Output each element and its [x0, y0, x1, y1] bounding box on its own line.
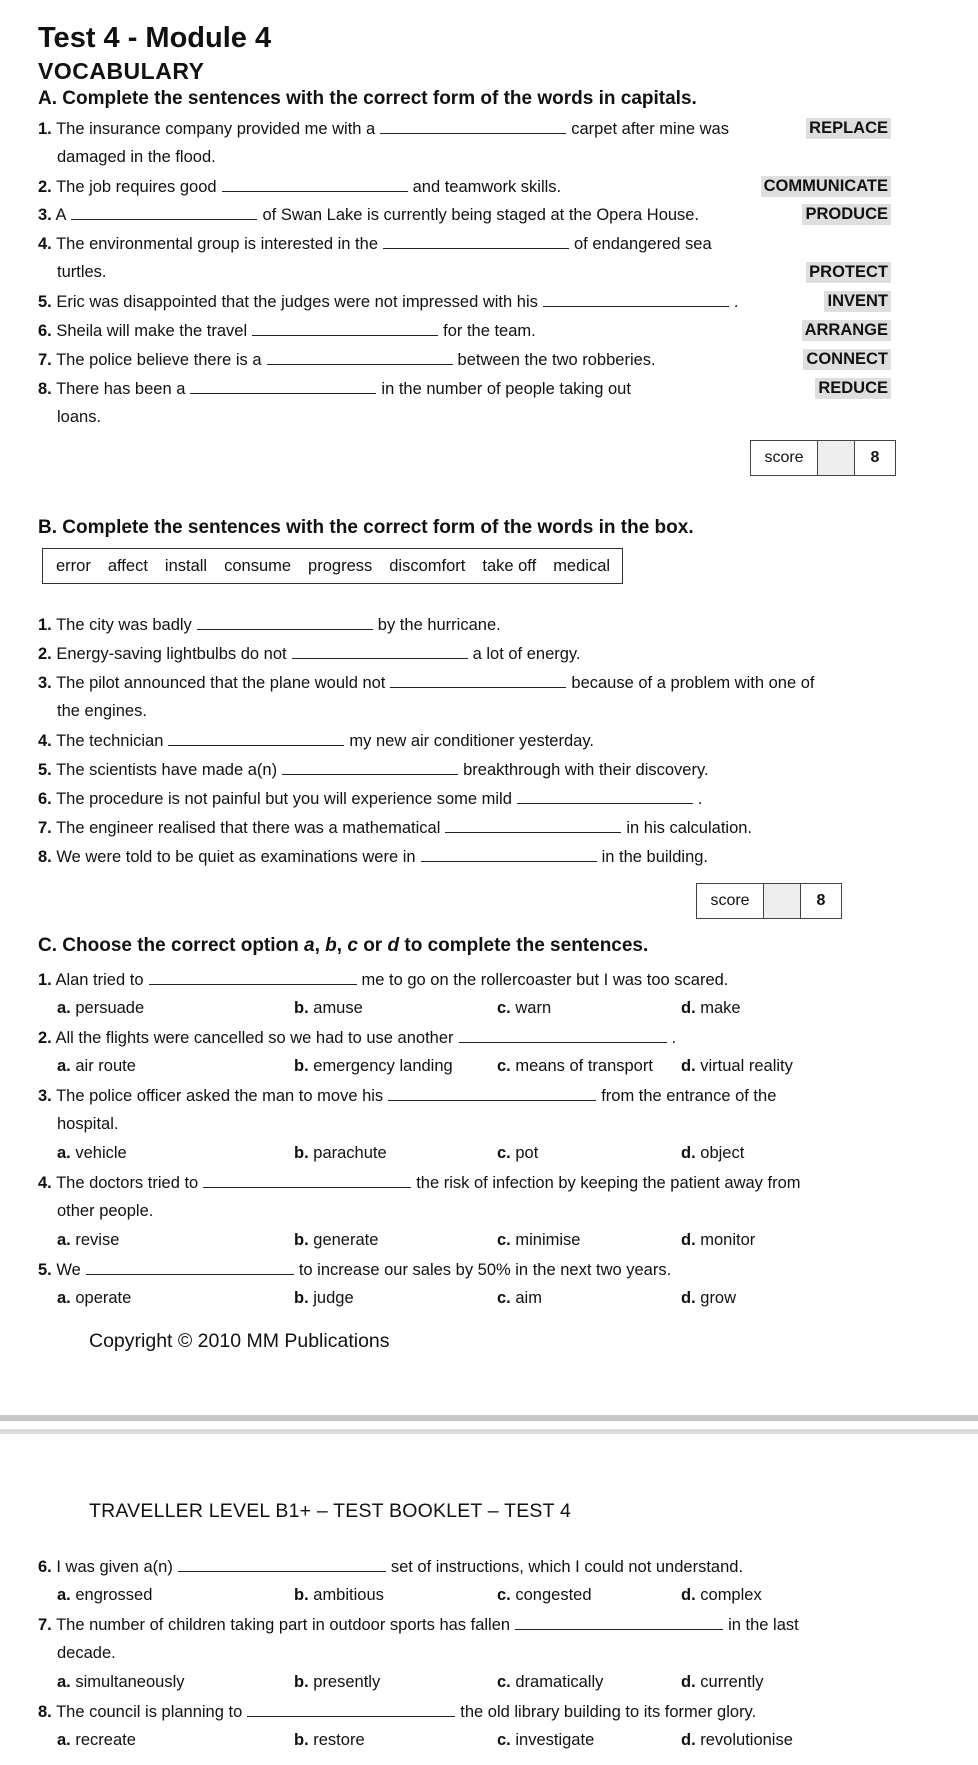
score-input[interactable] — [764, 884, 801, 918]
answer-blank[interactable] — [178, 1557, 386, 1572]
option-d[interactable]: d. revolutionise — [681, 1731, 793, 1749]
option-b[interactable]: b. amuse — [294, 999, 363, 1017]
question-a4-cont: turtles. — [57, 263, 107, 281]
score-label: score — [697, 884, 764, 918]
box-word: error — [56, 556, 91, 575]
question-number: 8. — [38, 1703, 52, 1721]
answer-blank[interactable] — [292, 644, 468, 659]
question-text: The insurance company provided me with a — [56, 120, 376, 138]
question-a2 — [38, 177, 561, 197]
question-a3 — [38, 205, 699, 225]
question-text: The council is planning to — [56, 1703, 243, 1721]
answer-blank[interactable] — [383, 234, 569, 249]
question-c4-cont: other people. — [57, 1202, 154, 1220]
option-d[interactable]: d. monitor — [681, 1231, 756, 1249]
question-text: by the hurricane. — [377, 616, 501, 634]
answer-blank[interactable] — [543, 292, 729, 307]
question-text: The technician — [56, 732, 164, 750]
question-number: 7. — [38, 819, 52, 837]
answer-blank[interactable] — [515, 1615, 723, 1630]
option-b[interactable]: b. restore — [294, 1731, 365, 1749]
box-word: consume — [224, 556, 292, 575]
page-divider — [0, 1429, 978, 1434]
question-number: 5. — [38, 293, 52, 311]
option-c[interactable]: c. dramatically — [497, 1673, 604, 1691]
box-word: install — [164, 556, 208, 575]
question-number: 3. — [38, 206, 52, 224]
question-text: All the flights were cancelled so we had to use another — [55, 1029, 454, 1047]
question-text: carpet after mine was — [571, 120, 729, 138]
question-text: The pilot announced that the plane would not — [56, 674, 386, 692]
question-b3-cont: the engines. — [57, 702, 147, 720]
question-text: breakthrough with their discovery. — [463, 761, 709, 779]
score-box — [750, 440, 896, 476]
answer-blank[interactable] — [267, 350, 453, 365]
option-b[interactable]: b. ambitious — [294, 1586, 384, 1604]
question-number: 7. — [38, 1616, 52, 1634]
question-text: my new air conditioner yesterday. — [349, 732, 594, 750]
answer-blank[interactable] — [380, 119, 566, 134]
option-c[interactable]: c. pot — [497, 1144, 539, 1162]
copyright-notice: Copyright © 2010 MM Publications — [89, 1330, 390, 1352]
question-text: for the team. — [443, 322, 536, 340]
question-text: Sheila will make the travel — [56, 322, 248, 340]
question-text: We — [56, 1261, 81, 1279]
score-input[interactable] — [818, 441, 855, 475]
question-text: I was given a(n) — [56, 1558, 173, 1576]
option-d[interactable]: d. complex — [681, 1586, 762, 1604]
question-number: 1. — [38, 971, 52, 989]
answer-blank[interactable] — [459, 1028, 667, 1043]
option-b[interactable]: b. generate — [294, 1231, 379, 1249]
option-a[interactable]: a. revise — [57, 1231, 120, 1249]
question-text: in the number of people taking out — [381, 380, 631, 398]
box-word: medical — [553, 556, 611, 575]
question-number: 2. — [38, 645, 52, 663]
option-a[interactable]: a. operate — [57, 1289, 132, 1307]
option-c[interactable]: c. warn — [497, 999, 552, 1017]
question-c7-cont: decade. — [57, 1644, 116, 1662]
answer-blank[interactable] — [421, 847, 597, 862]
page-divider — [0, 1415, 978, 1421]
question-text: to increase our sales by 50% in the next two years. — [298, 1261, 672, 1279]
answer-blank[interactable] — [71, 205, 257, 220]
score-total: 8 — [870, 449, 880, 466]
section-title: VOCABULARY — [38, 58, 205, 84]
question-number: 5. — [38, 1261, 52, 1279]
question-c4 — [38, 1173, 801, 1193]
option-a[interactable]: a. engrossed — [57, 1586, 153, 1604]
question-b3 — [38, 673, 814, 693]
question-a5 — [38, 292, 738, 312]
question-number: 4. — [38, 235, 52, 253]
question-number: 7. — [38, 351, 52, 369]
option-d[interactable]: d. object — [681, 1144, 745, 1162]
question-text: Alan tried to — [55, 971, 144, 989]
question-number: 1. — [38, 616, 52, 634]
answer-blank[interactable] — [252, 321, 438, 336]
box-word: take off — [482, 556, 537, 575]
option-d[interactable]: d. make — [681, 999, 741, 1017]
question-number: 8. — [38, 848, 52, 866]
option-a[interactable]: a. vehicle — [57, 1144, 127, 1162]
question-text: . — [671, 1029, 677, 1047]
keyword: REDUCE — [815, 378, 891, 399]
answer-blank[interactable] — [222, 177, 408, 192]
question-b8 — [38, 847, 708, 867]
option-a[interactable]: a. recreate — [57, 1731, 136, 1749]
section-c-heading: C. Choose the correct option a, b, c or d to complete the sentences. — [38, 935, 649, 956]
question-text: The doctors tried to — [56, 1174, 199, 1192]
question-text: the old library building to its former glory. — [460, 1703, 757, 1721]
question-a4 — [38, 234, 712, 254]
score-label: score — [751, 441, 818, 475]
question-c3 — [38, 1086, 776, 1106]
keyword: PROTECT — [806, 262, 891, 283]
option-c[interactable]: c. aim — [497, 1289, 542, 1307]
question-text: Eric was disappointed that the judges were not impressed with his — [56, 293, 538, 311]
question-a8 — [38, 379, 631, 399]
question-text: the risk of infection by keeping the patient away from — [416, 1174, 801, 1192]
question-text: The scientists have made a(n) — [56, 761, 278, 779]
question-number: 6. — [38, 790, 52, 808]
score-total: 8 — [816, 892, 826, 909]
question-b5 — [38, 760, 709, 780]
answer-blank[interactable] — [149, 970, 357, 985]
page-title: Test 4 - Module 4 — [38, 22, 272, 54]
box-word: progress — [308, 556, 373, 575]
keyword: PRODUCE — [802, 204, 891, 225]
question-c3-cont: hospital. — [57, 1115, 119, 1133]
option-c[interactable]: c. investigate — [497, 1731, 595, 1749]
question-text: in the building. — [601, 848, 709, 866]
answer-blank[interactable] — [247, 1702, 455, 1717]
question-c1 — [38, 970, 728, 990]
option-c[interactable]: c. congested — [497, 1586, 592, 1604]
question-number: 2. — [38, 1029, 52, 1047]
question-text: The number of children taking part in outdoor sports has fallen — [56, 1616, 511, 1634]
option-c[interactable]: c. minimise — [497, 1231, 581, 1249]
question-text: . — [697, 790, 703, 808]
question-number: 6. — [38, 322, 52, 340]
keyword: ARRANGE — [802, 320, 891, 341]
question-text: me to go on the rollercoaster but I was too scared. — [361, 971, 729, 989]
question-text: a lot of energy. — [472, 645, 581, 663]
question-c8 — [38, 1702, 756, 1722]
answer-blank[interactable] — [517, 789, 693, 804]
question-b1 — [38, 615, 501, 635]
question-b6 — [38, 789, 702, 809]
question-text: The city was badly — [56, 616, 192, 634]
question-text: and teamwork skills. — [412, 178, 562, 196]
option-c[interactable]: c. means of transport — [497, 1057, 653, 1075]
word-box — [42, 548, 623, 584]
question-b2 — [38, 644, 581, 664]
option-b[interactable]: b. judge — [294, 1289, 354, 1307]
question-text: We were told to be quiet as examinations were in — [56, 848, 416, 866]
answer-blank[interactable] — [390, 673, 566, 688]
option-d[interactable]: d. virtual reality — [681, 1057, 793, 1075]
booklet-header: TRAVELLER LEVEL B1+ – TEST BOOKLET – TEST 4 — [89, 1500, 572, 1522]
question-text: The police believe there is a — [56, 351, 262, 369]
question-c6 — [38, 1557, 743, 1577]
question-text: in his calculation. — [626, 819, 753, 837]
answer-blank[interactable] — [190, 379, 376, 394]
question-c7 — [38, 1615, 799, 1635]
option-b[interactable]: b. emergency landing — [294, 1057, 453, 1075]
question-text: . — [733, 293, 739, 311]
question-number: 4. — [38, 732, 52, 750]
answer-blank[interactable] — [86, 1260, 294, 1275]
question-number: 8. — [38, 380, 52, 398]
question-text: in the last — [728, 1616, 799, 1634]
option-b[interactable]: b. parachute — [294, 1144, 387, 1162]
keyword: COMMUNICATE — [761, 176, 891, 197]
box-word: affect — [107, 556, 148, 575]
question-text: of Swan Lake is currently being staged at the Opera House. — [262, 206, 700, 224]
question-text: There has been a — [56, 380, 186, 398]
answer-blank[interactable] — [445, 818, 621, 833]
option-b[interactable]: b. presently — [294, 1673, 381, 1691]
question-text: from the entrance of the — [601, 1087, 777, 1105]
question-number: 2. — [38, 178, 52, 196]
answer-blank[interactable] — [203, 1173, 411, 1188]
question-a8-cont: loans. — [57, 408, 102, 426]
question-number: 5. — [38, 761, 52, 779]
question-text: because of a problem with one of — [571, 674, 815, 692]
question-text: A — [55, 206, 67, 224]
question-number: 1. — [38, 120, 52, 138]
question-text: The job requires good — [56, 178, 217, 196]
answer-blank[interactable] — [168, 731, 344, 746]
question-text: The environmental group is interested in the — [56, 235, 378, 253]
option-d[interactable]: d. currently — [681, 1673, 764, 1691]
question-a1 — [38, 119, 729, 139]
option-a[interactable]: a. simultaneously — [57, 1673, 185, 1691]
question-text: Energy-saving lightbulbs do not — [56, 645, 287, 663]
question-b7 — [38, 818, 752, 838]
question-a7 — [38, 350, 656, 370]
question-number: 6. — [38, 1558, 52, 1576]
question-a6 — [38, 321, 536, 341]
question-c5 — [38, 1260, 671, 1280]
question-text: of endangered sea — [574, 235, 712, 253]
question-c2 — [38, 1028, 676, 1048]
option-a[interactable]: a. persuade — [57, 999, 145, 1017]
answer-blank[interactable] — [388, 1086, 596, 1101]
keyword: CONNECT — [803, 349, 891, 370]
question-text: The engineer realised that there was a mathematical — [56, 819, 441, 837]
score-box — [696, 883, 842, 919]
question-number: 4. — [38, 1174, 52, 1192]
section-b-heading: B. Complete the sentences with the correct form of the words in the box. — [38, 517, 694, 538]
keyword: INVENT — [824, 291, 891, 312]
question-number: 3. — [38, 1087, 52, 1105]
section-a-heading: A. Complete the sentences with the correct form of the words in capitals. — [38, 88, 697, 109]
question-b4 — [38, 731, 594, 751]
question-text: set of instructions, which I could not understand. — [390, 1558, 744, 1576]
answer-blank[interactable] — [197, 615, 373, 630]
question-number: 3. — [38, 674, 52, 692]
keyword: REPLACE — [806, 118, 891, 139]
option-a[interactable]: a. air route — [57, 1057, 136, 1075]
question-text: The procedure is not painful but you will experience some mild — [56, 790, 512, 808]
question-text: between the two robberies. — [457, 351, 656, 369]
question-text: The police officer asked the man to move his — [56, 1087, 384, 1105]
option-d[interactable]: d. grow — [681, 1289, 737, 1307]
box-word: discomfort — [389, 556, 466, 575]
answer-blank[interactable] — [282, 760, 458, 775]
question-a1-cont: damaged in the flood. — [57, 148, 216, 166]
